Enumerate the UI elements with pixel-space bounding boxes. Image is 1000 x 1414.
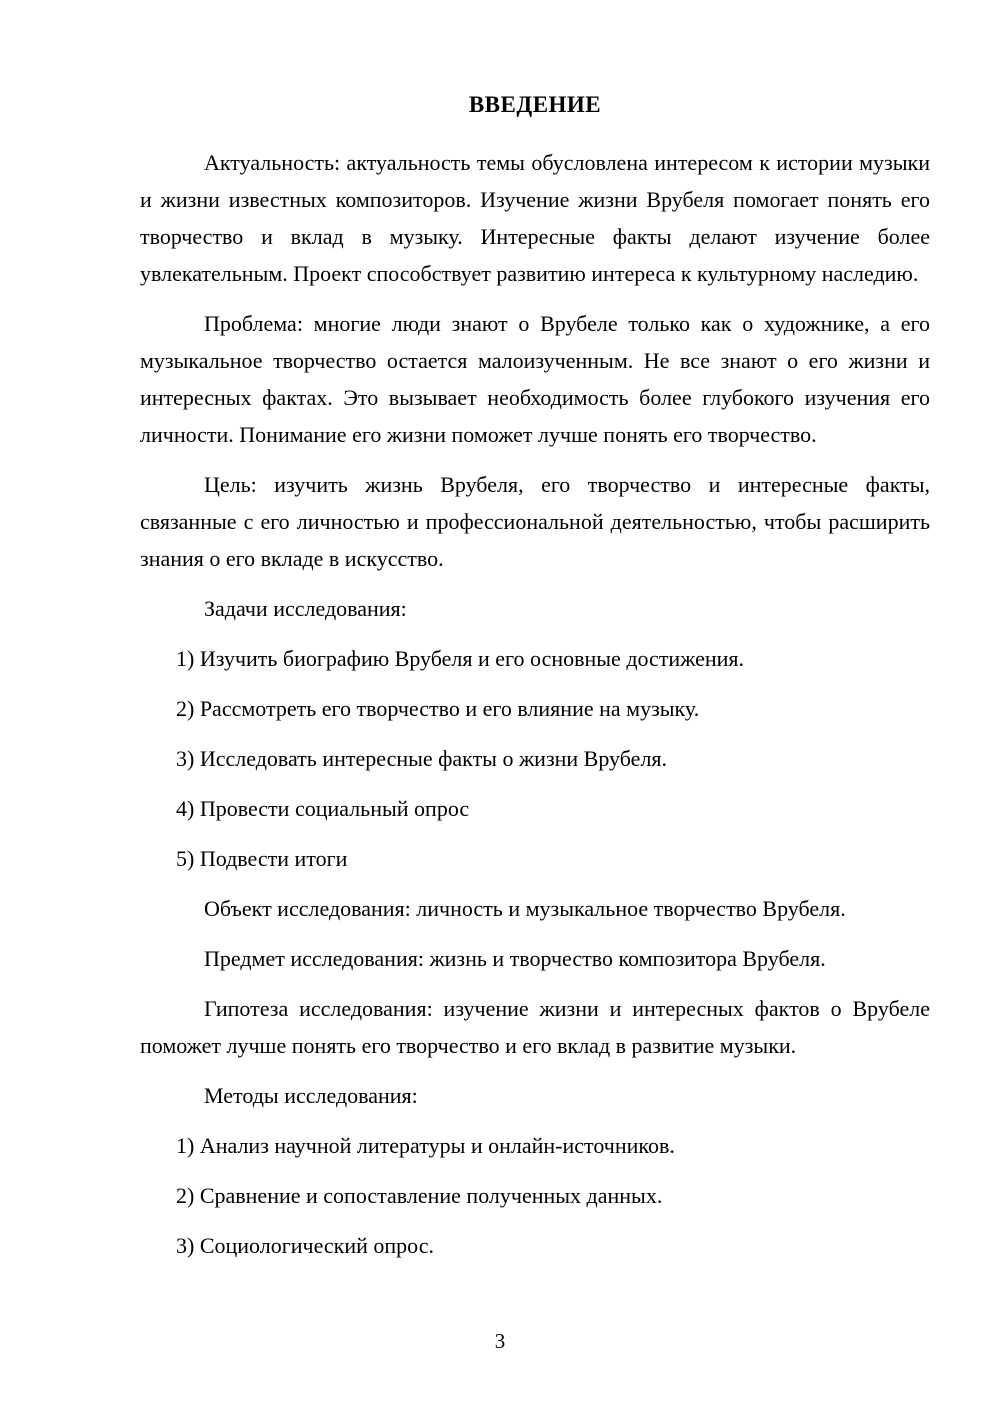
- paragraph-problema: Проблема: многие люди знают о Врубеле только как о художнике, а его музыкальное творчество остается малоизученным. Не все знают о его жизни и интересных фактах. Это вызывает необходимость более глубокого изучения его личности. Понимание его жизни поможет лучше понять его творчество.: [140, 311, 930, 447]
- heading-metody: Методы исследования:: [204, 1083, 418, 1108]
- method-list-item: 3) Социологический опрос.: [176, 1233, 434, 1258]
- method-list-item: 2) Сравнение и сопоставление полученных данных.: [176, 1183, 663, 1208]
- paragraph-gipoteza: Гипотеза исследования: изучение жизни и интересных фактов о Врубеле поможет лучше понять его творчество и его вклад в развитие музыки.: [140, 996, 930, 1058]
- method-list-item: 1) Анализ научной литературы и онлайн-источников.: [176, 1133, 675, 1158]
- task-list-item: 1) Изучить биографию Врубеля и его основные достижения.: [176, 646, 745, 671]
- paragraph-aktualnost: Актуальность: актуальность темы обусловлена интересом к истории музыки и жизни известных композиторов. Изучение жизни Врубеля помогает понять его творчество и вклад в музыку. Интересные факты делают изучение более увлекательным. Проект способствует развитию интереса к культурному наследию.: [140, 150, 930, 286]
- document-content: [140, 92, 930, 1277]
- document-title: ВВЕДЕНИЕ: [468, 92, 602, 117]
- page-number: 3: [494, 1329, 506, 1353]
- paragraph-predmet: Предмет исследования: жизнь и творчество композитора Врубеля.: [204, 946, 826, 971]
- paragraph-tsel: Цель: изучить жизнь Врубеля, его творчество и интересные факты, связанные с его личностью и профессиональной деятельностью, чтобы расширить знания о его вкладе в искусство.: [140, 472, 930, 571]
- heading-zadachi: Задачи исследования:: [204, 596, 407, 621]
- task-list-item: 4) Провести социальный опрос: [176, 796, 470, 821]
- task-list-item: 3) Исследовать интересные факты о жизни Врубеля.: [176, 746, 668, 771]
- paragraph-obekt: Объект исследования: личность и музыкальное творчество Врубеля.: [204, 896, 846, 921]
- task-list-item: 5) Подвести итоги: [176, 846, 348, 871]
- task-list-item: 2) Рассмотреть его творчество и его влияние на музыку.: [176, 696, 700, 721]
